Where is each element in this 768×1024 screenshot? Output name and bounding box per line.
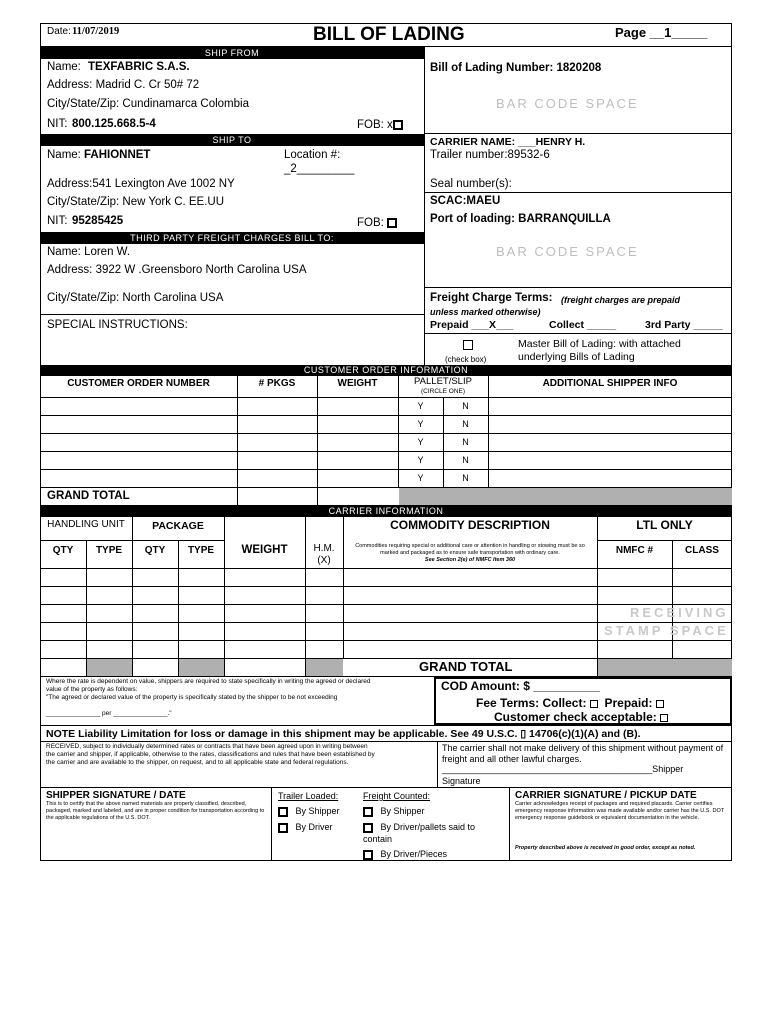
- col-class: CLASS: [685, 545, 719, 556]
- received-line-3: the carrier and are available to the shipper, on request, and to all applicable state and federal regulations.: [46, 759, 349, 766]
- freight-terms-note-2: unless marked otherwise): [430, 307, 541, 317]
- date-label: Date:: [47, 26, 71, 37]
- carrier-name: CARRIER NAME: ___HENRY H.: [430, 136, 586, 148]
- order-row-no[interactable]: N: [462, 455, 469, 465]
- master-bol-line-1: Master Bill of Lading: with attached: [518, 338, 681, 350]
- signature-label: Signature: [442, 776, 481, 786]
- ship-from-name-label: Name:: [47, 61, 81, 73]
- order-row-yes[interactable]: Y: [417, 419, 424, 429]
- carrier-shall-line-1: The carrier shall not make delivery of this shipment without payment of: [442, 743, 724, 753]
- ship-from-address: Address: Madrid C. Cr 50# 72: [47, 79, 200, 91]
- col-pkg-type: TYPE: [187, 545, 215, 556]
- cod-amount: COD Amount: $ __________: [441, 679, 600, 693]
- col-carrier-weight: WEIGHT: [241, 544, 288, 556]
- freight-terms-note-1: (freight charges are prepaid: [561, 295, 681, 305]
- col-hm-x: (X): [317, 555, 331, 566]
- prepaid-term: Prepaid ___X___: [430, 319, 514, 331]
- col-hu-type: TYPE: [95, 545, 123, 556]
- trailer-by-driver-checkbox[interactable]: [278, 823, 288, 833]
- third-party-city: City/State/Zip: North Carolina USA: [47, 292, 224, 304]
- col-pallet-slip: PALLET/SLIP: [414, 376, 472, 387]
- ship-to-location-label: Location #:: [284, 149, 341, 161]
- master-bol-checkbox[interactable]: [463, 340, 473, 350]
- fee-terms: Fee Terms: Collect: Prepaid:: [476, 696, 664, 710]
- fc-by-driver-pieces-checkbox[interactable]: [363, 850, 373, 860]
- package-label: PACKAGE: [152, 520, 204, 532]
- col-pkg-qty: QTY: [144, 545, 166, 556]
- declared-value-line-3: "The agreed or declared value of the property is specifically stated by the shipper to be not exceeding: [46, 694, 338, 701]
- trailer-loaded-label: Trailer Loaded:: [278, 791, 339, 801]
- fc-by-shipper: By Shipper: [363, 804, 425, 818]
- shipper-signature-line[interactable]: __________________________________________Shipper: [442, 764, 684, 774]
- ship-to-bar: SHIP TO: [40, 134, 424, 146]
- fee-prepaid-checkbox[interactable]: [656, 700, 664, 708]
- received-line-1: RECEIVED, subject to individually determined rates or contracts that have been agreed upon in writing between: [46, 743, 368, 750]
- ship-to-name-label: Name:: [47, 149, 81, 161]
- col-customer-order-number: CUSTOMER ORDER NUMBER: [67, 378, 210, 389]
- barcode-space-2: BAR CODE SPACE: [496, 244, 639, 259]
- fob-checkbox[interactable]: [393, 120, 403, 130]
- ship-to-nit: 95285425: [72, 215, 124, 227]
- carrier-total-shade-hm: [306, 659, 343, 676]
- fc-by-driver-pallets: By Driver/pallets said to: [363, 820, 475, 834]
- special-instructions-label: SPECIAL INSTRUCTIONS:: [47, 319, 188, 331]
- trailer-by-shipper: By Shipper: [278, 804, 340, 818]
- order-grand-total: GRAND TOTAL: [47, 490, 130, 502]
- ship-from-bar: SHIP FROM: [40, 47, 424, 59]
- ship-from-name: TEXFABRIC S.A.S.: [88, 61, 190, 73]
- trailer-by-driver: By Driver: [278, 820, 333, 834]
- ship-from-nit-label: NIT:: [47, 118, 68, 130]
- ship-to-nit-label: NIT:: [47, 215, 68, 227]
- freight-charge-terms: Freight Charge Terms:: [430, 292, 553, 304]
- fc-by-shipper-checkbox[interactable]: [363, 807, 373, 817]
- customer-check-checkbox[interactable]: [660, 714, 668, 722]
- handling-unit-label: HANDLING UNIT: [47, 519, 125, 530]
- stamp-space-label: STAMP SPACE: [604, 623, 729, 638]
- fc-by-driver-pieces: By Driver/Pieces: [363, 847, 447, 861]
- freight-counted-label: Freight Counted:: [363, 791, 431, 801]
- carrier-signature-title: CARRIER SIGNATURE / PICKUP DATE: [515, 790, 697, 801]
- receiving-stamp-label: RECEIVING: [630, 605, 729, 620]
- date-value: 11/07/2019: [72, 26, 120, 37]
- carrier-total-shade-ltl: [598, 659, 732, 676]
- ship-from-nit: 800.125.668.5-4: [72, 118, 156, 130]
- declared-value-line-4: _______________ per _______________.": [46, 710, 172, 717]
- fee-collect-checkbox[interactable]: [590, 700, 598, 708]
- third-party-address: Address: 3922 W .Greensboro North Carolina USA: [47, 264, 307, 276]
- fc-contain: contain: [363, 834, 393, 844]
- trailer-by-shipper-checkbox[interactable]: [278, 807, 288, 817]
- seal-number: Seal number(s):: [430, 178, 512, 190]
- liability-note: NOTE Liability Limitation for loss or damage in this shipment may be applicable. See 49 U.S.C. ▯ 14706(c)(1)(A) and (B).: [46, 728, 641, 740]
- collect-term: Collect _____: [549, 319, 617, 331]
- carrier-grand-total: GRAND TOTAL: [419, 659, 513, 674]
- declared-value-line-2: value of the property as follows:: [46, 686, 138, 693]
- declared-value-line-1: Where the rate is dependent on value, shippers are required to state specifically in writing the agreed or declared: [46, 678, 371, 685]
- fob-checkbox-ship-to[interactable]: [387, 218, 397, 228]
- trailer-number: Trailer number:89532-6: [430, 149, 550, 161]
- bol-number: Bill of Lading Number: 1820208: [430, 62, 602, 74]
- order-row-no[interactable]: N: [462, 401, 469, 411]
- col-ltl-only: LTL ONLY: [636, 518, 693, 532]
- received-text: [46, 743, 436, 767]
- shipper-signature-title: SHIPPER SIGNATURE / DATE: [46, 790, 186, 801]
- property-received-text: Property described above is received in good order, except as noted.: [515, 845, 696, 851]
- order-row-yes[interactable]: Y: [417, 437, 424, 447]
- col-hm: H.M.: [313, 543, 335, 554]
- carrier-total-shade-pkg-type: [179, 659, 224, 676]
- order-row-yes[interactable]: Y: [417, 401, 424, 411]
- order-row-no[interactable]: N: [462, 419, 469, 429]
- declared-value-text: [46, 678, 431, 718]
- col-weight: WEIGHT: [337, 378, 378, 389]
- order-row-no[interactable]: N: [462, 437, 469, 447]
- ship-from-city: City/State/Zip: Cundinamarca Colombia: [47, 98, 249, 110]
- col-hu-qty: QTY: [52, 545, 74, 556]
- col-circle-one: (CIRCLE ONE): [420, 388, 466, 395]
- commodity-note: Commodities requiring special or additional care or attention in handling or stowing must be so marked and packaged as to ensure safe transportation with ordinary care.: [355, 543, 585, 556]
- scac: SCAC:MAEU: [430, 195, 501, 207]
- ship-from-fob: FOB: x: [357, 118, 403, 132]
- ship-to-name: FAHIONNET: [84, 149, 151, 161]
- col-additional-shipper-info: ADDITIONAL SHIPPER INFO: [542, 378, 678, 389]
- col-nmfc: NMFC #: [615, 545, 654, 556]
- commodity-see: See Section 2(e) of NMFC Item 360: [424, 557, 516, 563]
- check-box-hint: (check box): [445, 355, 487, 364]
- third-party-term: 3rd Party _____: [645, 319, 723, 331]
- carrier-total-shade-hu-type: [87, 659, 132, 676]
- customer-order-bar: CUSTOMER ORDER INFORMATION: [40, 365, 732, 376]
- ship-to-city: City/State/Zip: New York C. EE.UU: [47, 196, 225, 208]
- shipper-certification-text: This is to certify that the above named materials are properly classified, described, packaged, marked and labeled, and are in proper condition for transportation according to the applicable regulations of the U.S. DOT.: [46, 801, 265, 821]
- received-line-2: the carrier and shipper, if applicable, otherwise to the rates, classifications and rules that have been established by: [46, 751, 375, 758]
- carrier-info-bar: CARRIER INFORMATION: [40, 505, 732, 517]
- order-row-yes[interactable]: Y: [417, 473, 424, 483]
- carrier-shall-line-2: freight and all other lawful charges.: [442, 754, 582, 764]
- ship-to-fob: FOB:: [357, 216, 397, 230]
- page-title: BILL OF LADING: [313, 24, 465, 45]
- order-row-yes[interactable]: Y: [417, 455, 424, 465]
- ship-to-address: Address:541 Lexington Ave 1002 NY: [47, 178, 235, 190]
- order-row-no[interactable]: N: [462, 473, 469, 483]
- col-commodity-description: COMMODITY DESCRIPTION: [390, 518, 550, 532]
- page-number: Page __1_____: [615, 25, 708, 40]
- order-grand-total-shade: [399, 488, 732, 505]
- third-party-bar: THIRD PARTY FREIGHT CHARGES BILL TO:: [40, 232, 424, 244]
- ship-to-location-value: _2_________: [284, 163, 355, 175]
- third-party-name: Name: Loren W.: [47, 246, 131, 258]
- col-pkgs: # PKGS: [258, 378, 296, 389]
- barcode-space-1: BAR CODE SPACE: [496, 96, 639, 111]
- master-bol-line-2: underlying Bills of Lading: [518, 351, 635, 363]
- customer-check: Customer check acceptable:: [494, 710, 668, 724]
- carrier-acknowledgement-text: Carrier acknowledges receipt of packages and required placards. Carrier certifies emergency response information was made available and/or carrier has the U.S. DOT emergency response guidebook or equivalent documentation in the vehicle.: [515, 801, 724, 821]
- port-of-loading: Port of loading: BARRANQUILLA: [430, 213, 611, 225]
